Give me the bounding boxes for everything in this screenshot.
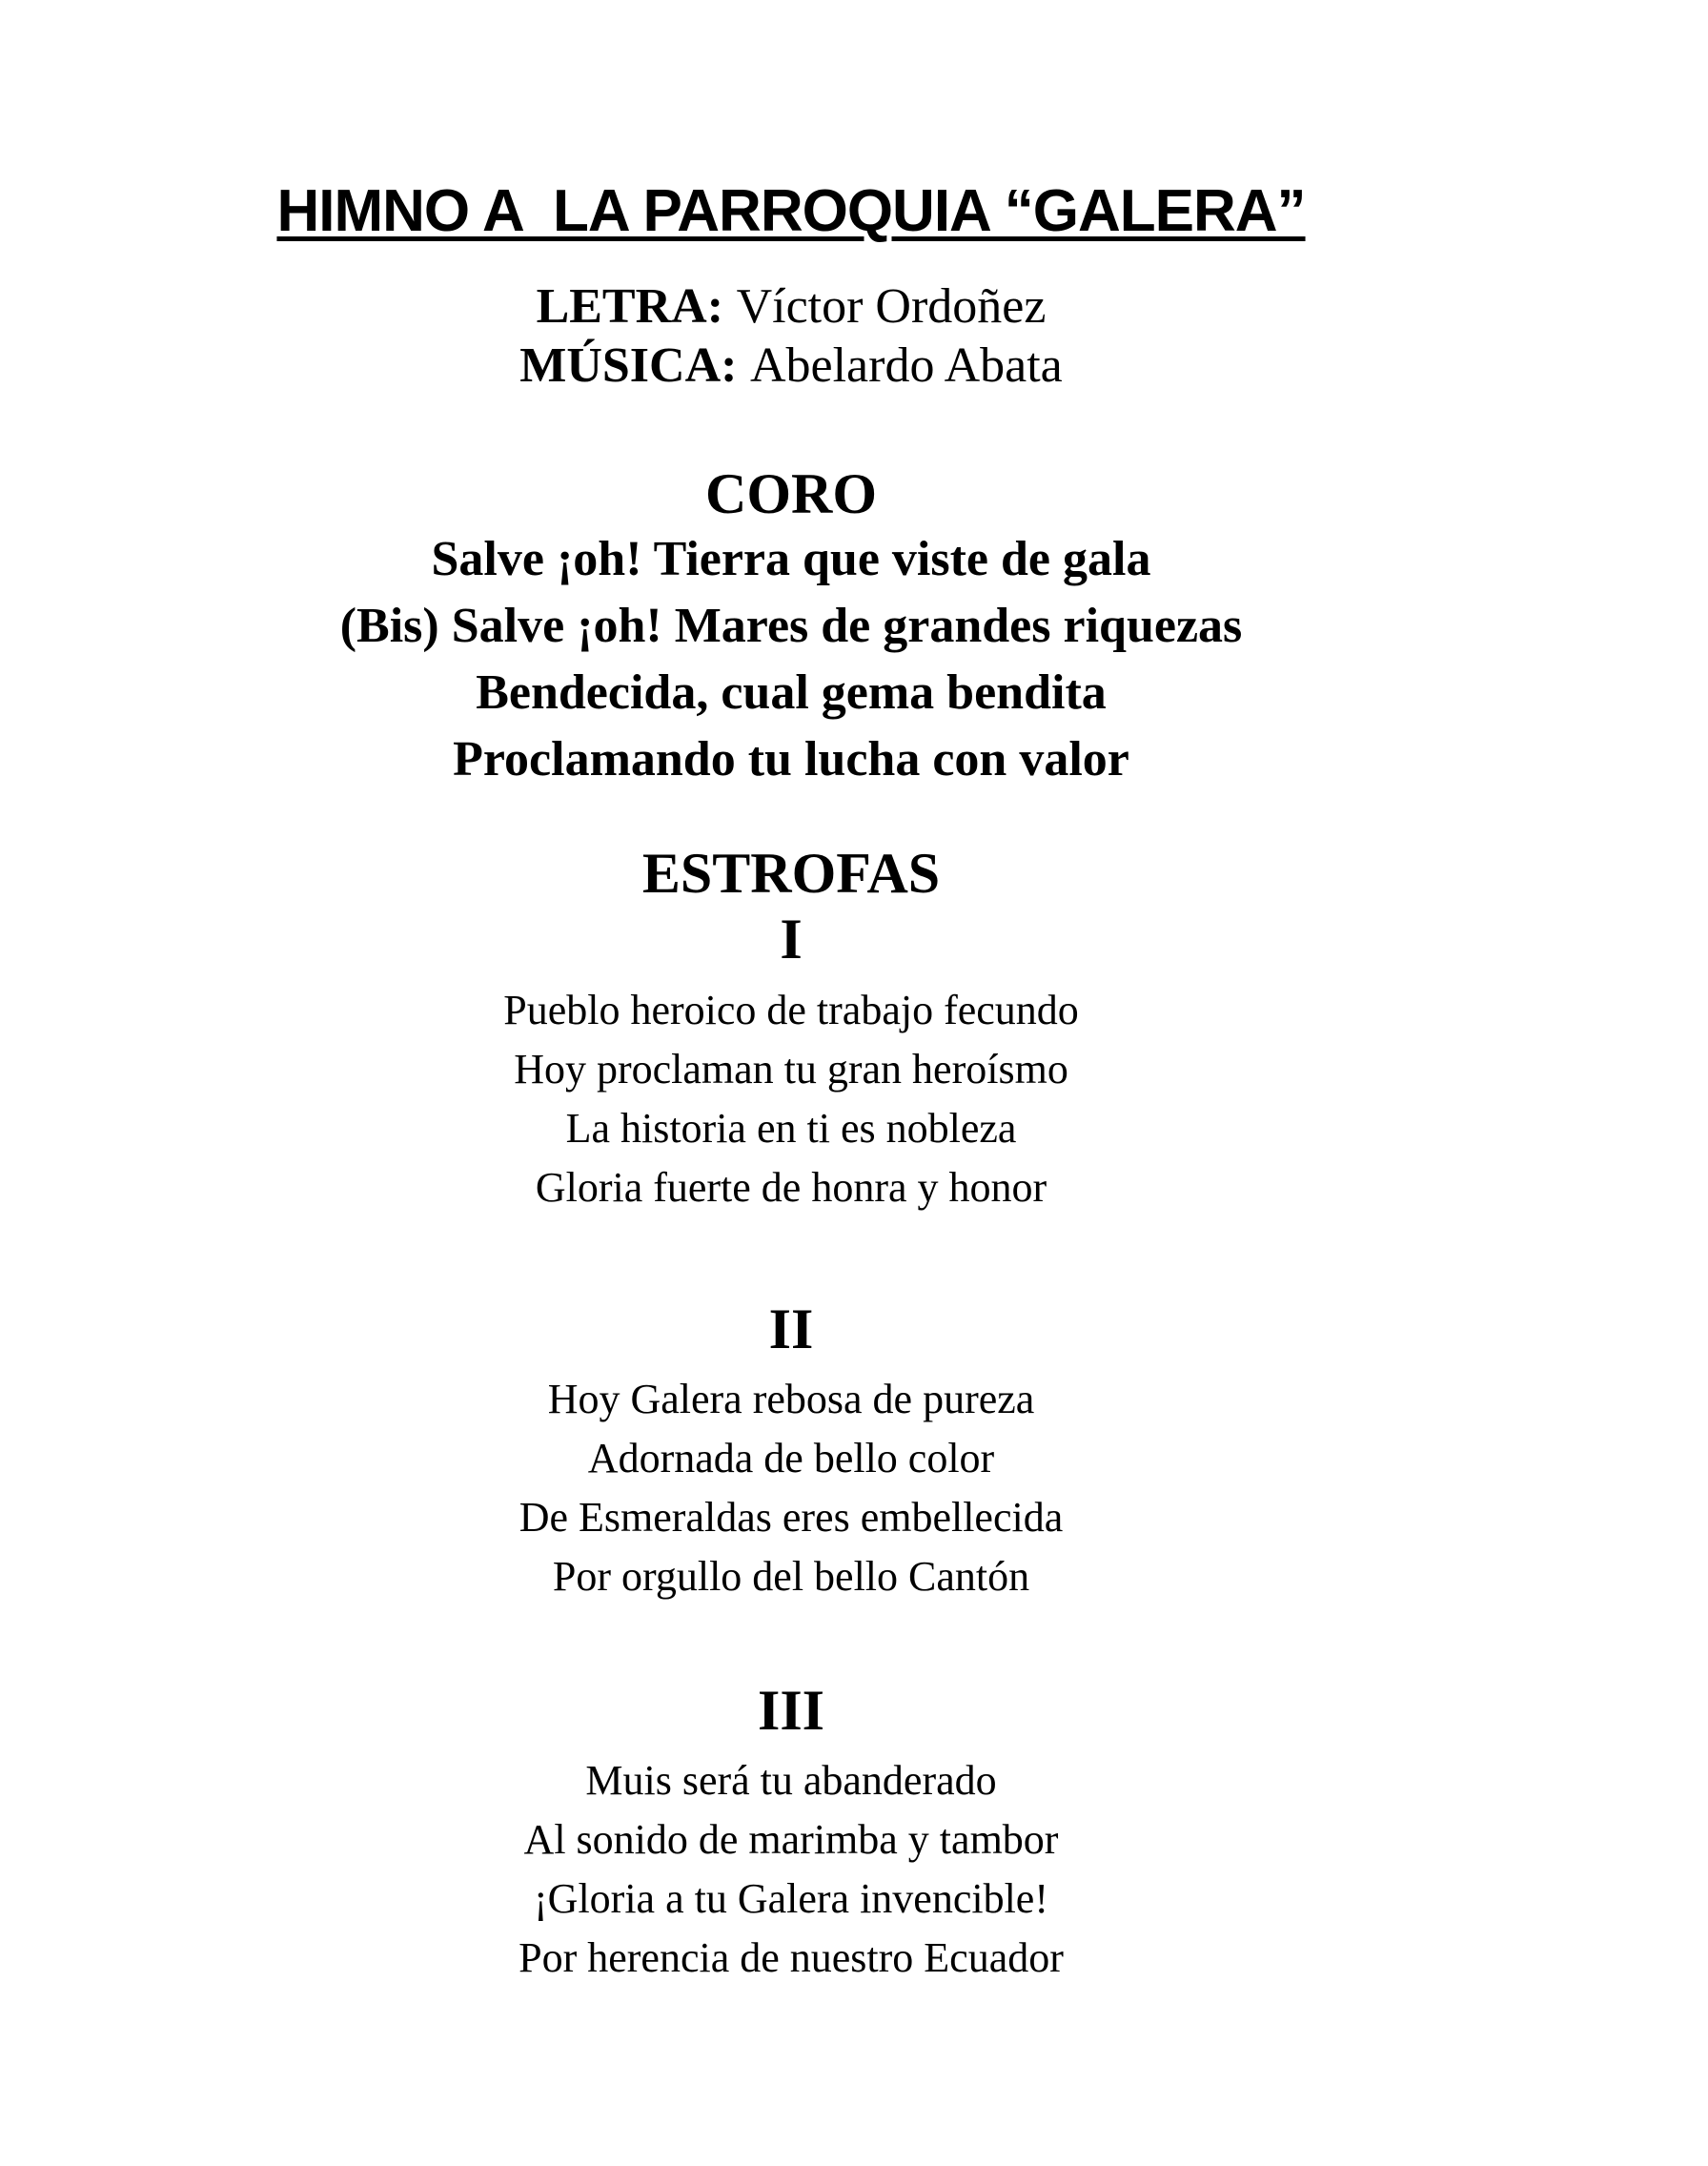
stanza-line: Gloria fuerte de honra y honor — [535, 1164, 1047, 1211]
stanza-line: ¡Gloria a tu Galera invencible! — [534, 1875, 1048, 1922]
stanza-line: La historia en ti es nobleza — [565, 1105, 1017, 1152]
stanza-line: Por herencia de nuestro Ecuador — [518, 1934, 1064, 1981]
credits — [0, 277, 1582, 396]
stanza-line: De Esmeraldas eres embellecida — [518, 1494, 1064, 1541]
credit-label-musica: MÚSICA: — [519, 338, 738, 393]
stanza-numeral-2: II — [768, 1298, 814, 1360]
stanza-line: Pueblo heroico de trabajo fecundo — [503, 987, 1079, 1033]
coro-line: (Bis) Salve ¡oh! Mares de grandes riquezas — [339, 599, 1243, 653]
coro-heading: CORO — [705, 462, 877, 525]
credit-line-letra — [0, 277, 1582, 337]
coro-line: Proclamando tu lucha con valor — [453, 732, 1129, 787]
coro-line: Salve ¡oh! Tierra que viste de gala — [431, 532, 1151, 586]
page-title-text: HIMNO A LA PARROQUIA “GALERA” — [276, 177, 1306, 244]
coro-line: Bendecida, cual gema bendita — [476, 665, 1107, 720]
stanza-numeral-1: I — [780, 908, 803, 971]
credit-label-letra: LETRA: — [536, 279, 724, 334]
credit-name-letra: Víctor Ordoñez — [736, 279, 1047, 334]
page-title — [0, 177, 1582, 244]
stanza-numeral-3: III — [757, 1679, 825, 1742]
stanza-3 — [0, 1751, 1582, 1988]
estrofas-heading: ESTROFAS — [641, 842, 941, 905]
credit-name-musica: Abelardo Abata — [749, 338, 1063, 393]
stanza-line: Muis será tu abanderado — [585, 1757, 997, 1804]
stanza-line: Adornada de bello color — [587, 1435, 995, 1481]
stanza-line: Hoy Galera rebosa de pureza — [547, 1376, 1035, 1422]
coro-lines — [0, 526, 1582, 793]
stanza-2 — [0, 1370, 1582, 1606]
stanza-line: Por orgullo del bello Cantón — [552, 1553, 1030, 1600]
stanza-line: Hoy proclaman tu gran heroísmo — [514, 1046, 1068, 1093]
stanza-line: Al sonido de marimba y tambor — [523, 1816, 1059, 1863]
stanza-1 — [0, 981, 1582, 1217]
credit-line-musica — [0, 337, 1582, 396]
